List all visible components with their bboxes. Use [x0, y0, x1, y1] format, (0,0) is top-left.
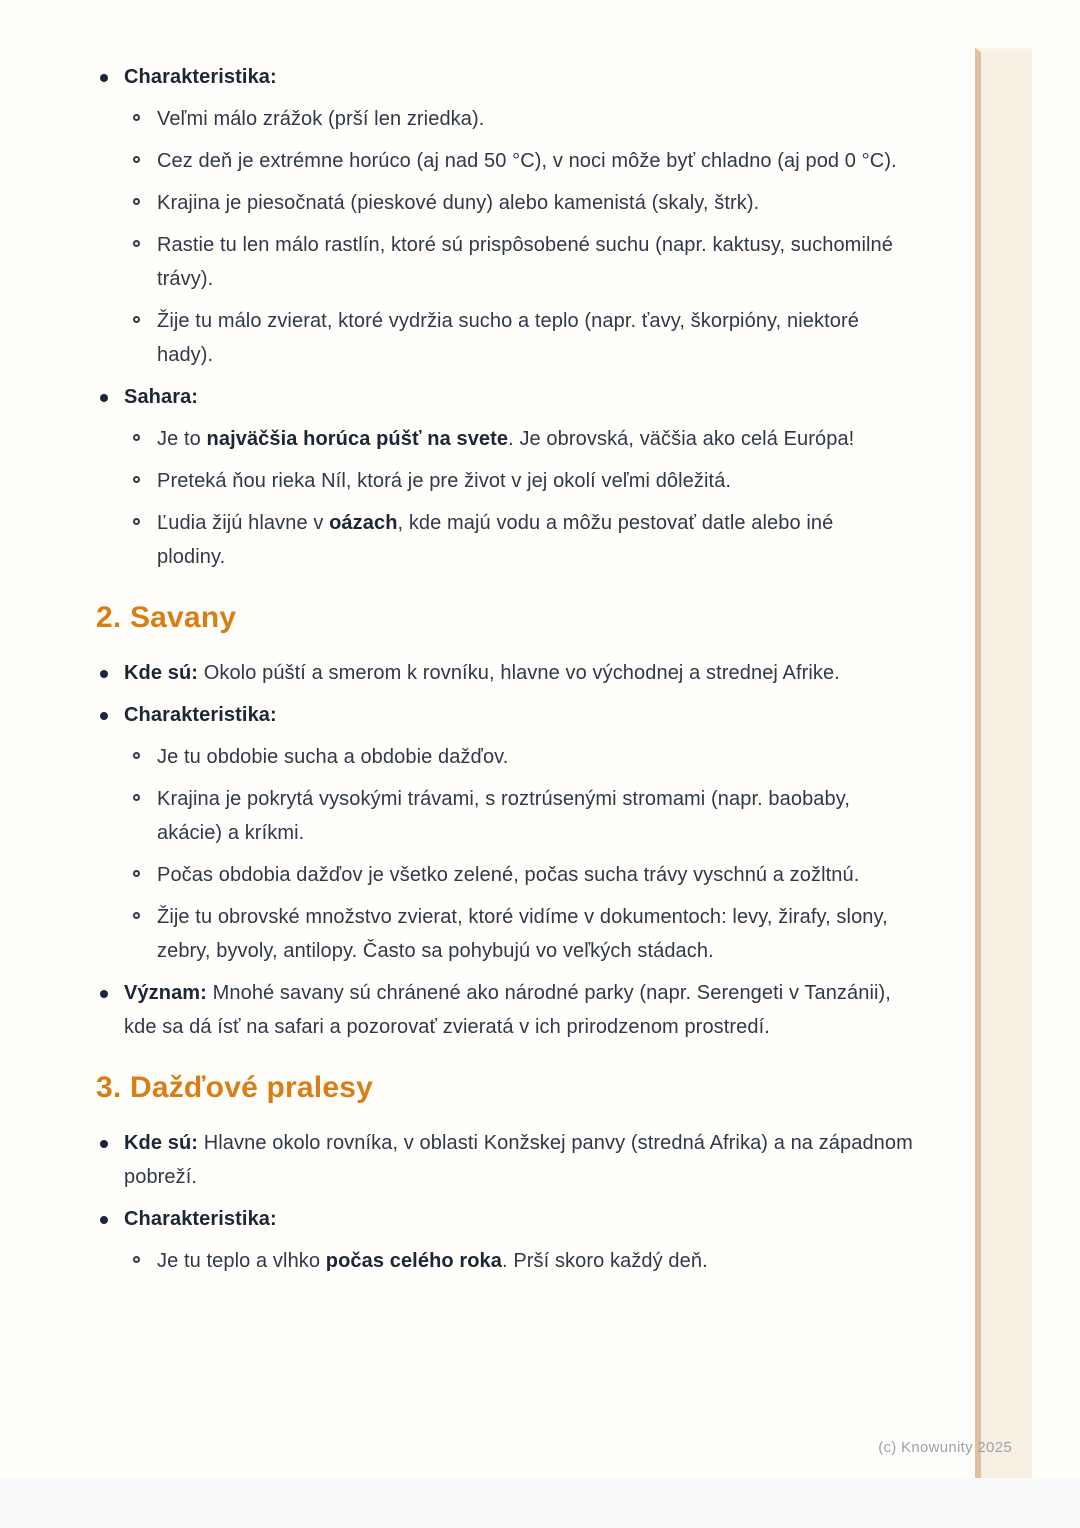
list-item-text: Sahara:: [124, 386, 199, 408]
bullet-circle-icon: [133, 316, 140, 323]
section-heading: 2. Savany: [96, 601, 237, 634]
bullet-dot-icon: [100, 670, 108, 678]
list-item-text: Je to najväčšia horúca púšť na svete. Je obrovská, väčšia ako celá Európa!: [157, 428, 855, 450]
list-item-text: Krajina je piesočnatá (pieskové duny) alebo kamenistá (skaly, štrk).: [157, 192, 760, 214]
bullet-dot-icon: [100, 394, 108, 402]
bullet-circle-icon: [133, 114, 140, 121]
list-item: [124, 1126, 914, 1194]
bullet-dot-icon: [100, 1140, 108, 1148]
list-item-text: Počas obdobia dažďov je všetko zelené, počas sucha trávy vyschnú a zožltnú.: [157, 864, 860, 886]
bullet-dot-icon: [100, 1216, 108, 1224]
list-item: [124, 1202, 914, 1236]
list-item: [157, 304, 902, 372]
list-item: [157, 506, 902, 574]
list-item: [157, 186, 902, 220]
bullet-circle-icon: [133, 434, 140, 441]
list-item-text: Cez deň je extrémne horúco (aj nad 50 °C), v noci môže byť chladno (aj pod 0 °C).: [157, 150, 897, 172]
bullet-circle-icon: [133, 912, 140, 919]
list-item: [124, 380, 914, 414]
section-heading: 3. Dažďové pralesy: [96, 1071, 373, 1104]
page-edge-bar: [975, 48, 1032, 1478]
list-item-text: Krajina je pokrytá vysokými trávami, s roztrúsenými stromami (napr. baobaby, akácie) a kríkmi.: [157, 788, 851, 844]
list-item-text: Veľmi málo zrážok (prší len zriedka).: [157, 108, 485, 130]
list-item: [157, 228, 902, 296]
list-item: [157, 900, 902, 968]
list-item: [124, 60, 914, 94]
list-item: [124, 698, 914, 732]
bullet-circle-icon: [133, 870, 140, 877]
bullet-circle-icon: [133, 518, 140, 525]
bullet-circle-icon: [133, 476, 140, 483]
list-item: [124, 976, 914, 1044]
bullet-circle-icon: [133, 794, 140, 801]
list-item-text: Je tu teplo a vlhko počas celého roka. Prší skoro každý deň.: [157, 1250, 708, 1272]
list-item-text: Charakteristika:: [124, 704, 277, 726]
bullet-circle-icon: [133, 198, 140, 205]
bullet-circle-icon: [133, 156, 140, 163]
list-item-text: Je tu obdobie sucha a obdobie dažďov.: [157, 746, 509, 768]
watermark-text: (c) Knowunity 2025: [878, 1439, 1012, 1456]
list-item-text: Význam: Mnohé savany sú chránené ako národné parky (napr. Serengeti v Tanzánii), kde sa dá ísť na safari a pozorovať zvieratá v ich prirodzenom prostredí.: [124, 982, 891, 1038]
list-item-text: Charakteristika:: [124, 66, 277, 88]
list-item-text: Preteká ňou rieka Níl, ktorá je pre život v jej okolí veľmi dôležitá.: [157, 470, 732, 492]
bullet-dot-icon: [100, 74, 108, 82]
list-item: [157, 782, 902, 850]
list-item-text: Charakteristika:: [124, 1208, 277, 1230]
list-item: [157, 464, 902, 498]
list-item: [157, 102, 902, 136]
list-item: [157, 740, 902, 774]
list-item: [124, 656, 914, 690]
list-item: [157, 858, 902, 892]
list-item-text: Žije tu obrovské množstvo zvierat, ktoré vidíme v dokumentoch: levy, žirafy, slony, zebry, byvoly, antilopy. Často sa pohybujú vo veľkých stádach.: [157, 906, 888, 962]
bullet-circle-icon: [133, 240, 140, 247]
document-body: [0, 54, 940, 1286]
page-bottom-strip: [0, 1478, 1080, 1528]
list-item-text: Ľudia žijú hlavne v oázach, kde majú vodu a môžu pestovať datle alebo iné plodiny.: [157, 512, 834, 568]
list-item-text: Kde sú: Hlavne okolo rovníka, v oblasti Konžskej panvy (stredná Afrika) a na západnom pobreží.: [124, 1132, 913, 1188]
list-item-text: Rastie tu len málo rastlín, ktoré sú prispôsobené suchu (napr. kaktusy, suchomilné trávy).: [157, 234, 893, 290]
list-item-text: Kde sú: Okolo púští a smerom k rovníku, hlavne vo východnej a strednej Afrike.: [124, 662, 840, 684]
list-item: [157, 1244, 902, 1278]
bullet-circle-icon: [133, 752, 140, 759]
list-item: [157, 422, 902, 456]
bullet-dot-icon: [100, 712, 108, 720]
list-item-text: Žije tu málo zvierat, ktoré vydržia sucho a teplo (napr. ťavy, škorpióny, niektoré hady).: [157, 310, 859, 366]
bullet-dot-icon: [100, 990, 108, 998]
bullet-circle-icon: [133, 1256, 140, 1263]
list-item: [157, 144, 902, 178]
